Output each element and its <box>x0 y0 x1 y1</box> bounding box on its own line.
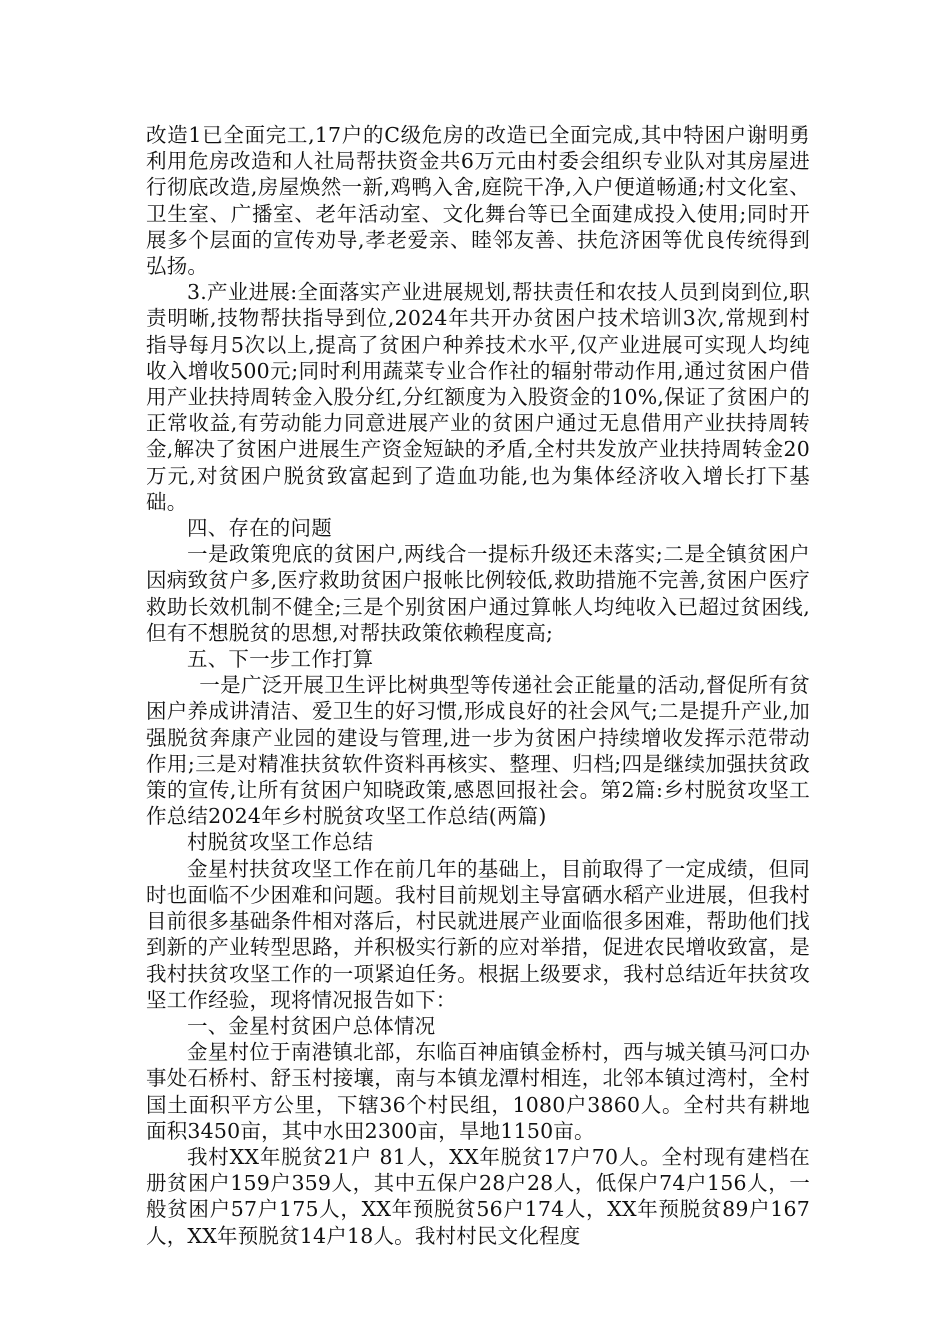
section-heading-overview: 一、金星村贫困户总体情况 <box>187 1013 436 1038</box>
paragraph-next-steps: 一是广泛开展卫生评比树典型等传递社会正能量的活动,督促所有贫困户养成讲清洁、爱卫生的好习惯,形成良好的社会风气;二是提升产业,加强脱贫奔康产业园的建设与管理,进一步为贫困户持续增收发挥示范带动作用;三是对精准扶贫软件资料再核实、整理、归档;四是继续加强扶贫政策的宣传,让所有贫困户知晓政策,感恩回报社会。第2篇:乡村脱贫攻坚工作总结2024年乡村脱贫攻坚工作总结(两篇) <box>146 673 810 829</box>
paragraph-existing-problems: 一是政策兜底的贫困户,两线合一提标升级还未落实;二是全镇贫困户因病致贫户多,医疗救助贫困户报帐比例较低,救助措施不完善,贫困户医疗救助长效机制不健全;三是个别贫困户通过算帐人均纯收入已超过贫困线,但有不想脱贫的思想,对帮扶政策依赖程度高; <box>146 542 810 645</box>
paragraph-industry-progress: 3.产业进展:全面落实产业进展规划,帮扶责任和农技人员到岗到位,职责明晰,技物帮扶指导到位,2024年共开办贫困户技术培训3次,常规到村指导每月5次以上,提高了贫困户种养技术水平,仅产业进展可实现人均纯收入增收500元;同时利用蔬菜专业合作社的辐射带动作用,通过贫困户借用产业扶持周转金入股分红,分红额度为入股资金的10%,保证了贫困户的正常收益,有劳动能力同意进展产业的贫困户通过无息借用产业扶持周转金,解决了贫困户进展生产资金短缺的矛盾,全村共发放产业扶持周转金20万元,对贫困户脱贫致富起到了造血功能,也为集体经济收入增长打下基础。 <box>146 280 810 514</box>
paragraph-introduction: 金星村扶贫攻坚工作在前几年的基础上，目前取得了一定成绩，但同时也面临不少困难和问题。我村目前规划主导富硒水稻产业进展，但我村目前很多基础条件相对落后，村民就进展产业面临很多困难，帮助他们找到新的产业转型思路，并积极实行新的应对举措，促进农民增收致富，是我村扶贫攻坚工作的一项紧迫任务。根据上级要求，我村总结近年扶贫攻坚工作经验，现将情况报告如下： <box>146 856 810 1012</box>
paragraph-poverty-statistics: 我村XX年脱贫21户 81人，XX年脱贫17户70人。全村现有建档在册贫困户159户359人，其中五保户28户28人，低保户74户156人，一般贫困户57户175人，XX年预脱贫56户174人，XX年预脱贫89户167人，XX年预脱贫14户18人。我村村民文化程度 <box>146 1144 810 1248</box>
document-page <box>146 122 810 1249</box>
paragraph-housing-renovation: 改造1已全面完工,17户的C级危房的改造已全面完成,其中特困户谢明勇利用危房改造和人社局帮扶资金共6万元由村委会组织专业队对其房屋进行彻底改造,房屋焕然一新,鸡鸭入舍,庭院干净,入户便道畅通;村文化室、卫生室、广播室、老年活动室、文化舞台等已全面建成投入使用;同时开展多个层面的宣传劝导,孝老爱亲、睦邻友善、扶危济困等优良传统得到弘扬。 <box>146 123 810 279</box>
paragraph-village-location: 金星村位于南港镇北部，东临百神庙镇金桥村，西与城关镇马河口办事处石桥村、舒玉村接壤，南与本镇龙潭村相连，北邻本镇过湾村，全村国土面积平方公里，下辖36个村民组，1080户3860人。全村共有耕地面积3450亩，其中水田2300亩，旱地1150亩。 <box>146 1040 810 1143</box>
document-subtitle: 村脱贫攻坚工作总结 <box>187 830 374 855</box>
section-heading-existing-problems: 四、存在的问题 <box>187 516 332 541</box>
section-heading-next-steps: 五、下一步工作打算 <box>187 647 374 672</box>
